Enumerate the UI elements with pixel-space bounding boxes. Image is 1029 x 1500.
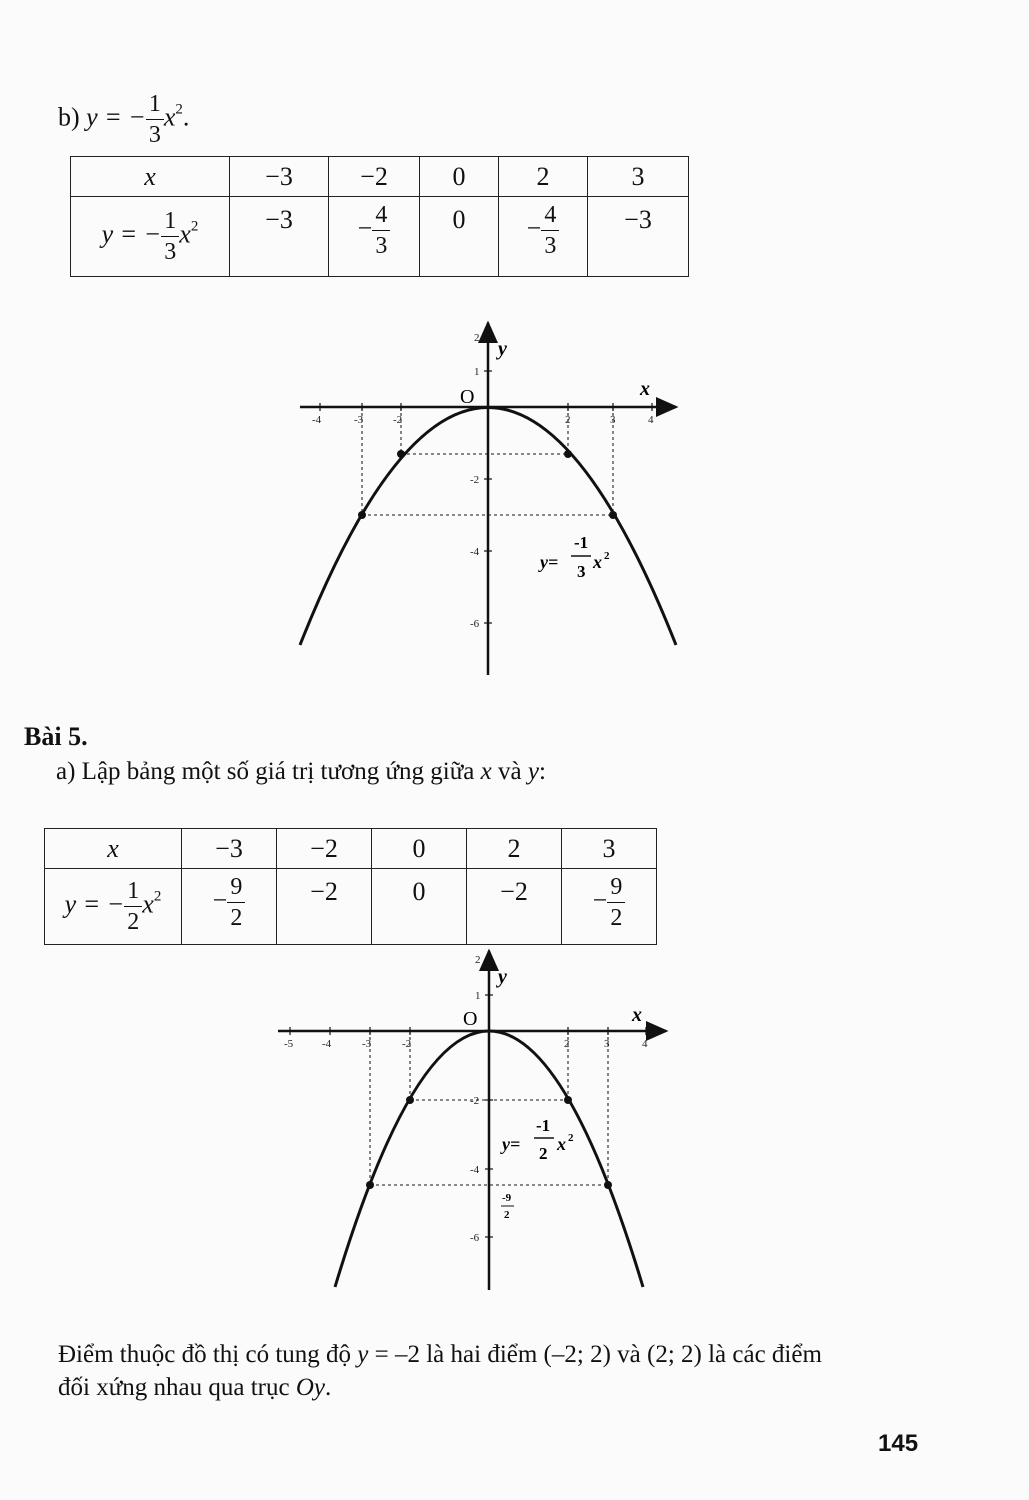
page-number: 145 (878, 1430, 919, 1457)
conclusion-line-1: Điểm thuộc đồ thị có tung độ y = –2 là hai điểm (–2; 2) và (2; 2) là các điểm (58, 1341, 822, 1368)
part-b-lhs: y = − (86, 102, 146, 132)
svg-text:2: 2 (539, 1144, 548, 1163)
table-b-y-row (71, 197, 689, 277)
table-b-x-cell: 0 (420, 157, 499, 197)
x-tick-label: 3 (604, 1038, 610, 1050)
svg-text:2: 2 (568, 1132, 574, 1144)
y-tick-label: -4 (470, 1164, 480, 1176)
origin-label: O (463, 1008, 478, 1030)
table-a-x-row (45, 829, 657, 869)
x-axis-label: x (632, 1004, 642, 1026)
x-tick-label: -4 (322, 1038, 332, 1050)
table-a-y-cell: −2 (467, 869, 562, 945)
x-tick-label: -5 (284, 1038, 294, 1050)
y-axis-label: y (498, 338, 507, 360)
svg-text:-1: -1 (574, 533, 589, 552)
parabola-graph-b (290, 315, 690, 680)
y-tick-label: -6 (470, 1232, 480, 1244)
y-tick-label: -2 (470, 1095, 480, 1107)
table-b-y-header: y = − $\frac{1}{3}$ $x^2$ (71, 197, 230, 277)
y-tick-label: 2 (474, 332, 480, 344)
table-a-y-cell: 0 (372, 869, 467, 945)
values-table-a (44, 828, 657, 945)
svg-text:2: 2 (604, 550, 610, 562)
table-b-x-cell: −3 (230, 157, 329, 197)
values-table-b (70, 156, 689, 277)
part-b-fraction: $\frac{1}{3}$ (146, 92, 164, 147)
x-tick-label: -3 (362, 1038, 372, 1050)
table-a-y-cell: − $\frac{9}{2}$ (562, 869, 657, 945)
origin-label: O (460, 386, 475, 408)
x-tick-label: 2 (565, 414, 571, 426)
table-b-y-cell: − $\frac{4}{3}$ (329, 197, 420, 277)
table-b-y-cell: −3 (230, 197, 329, 277)
conclusion-paragraph (58, 1338, 958, 1404)
conclusion-line-2: đối xứng nhau qua trục Oy. (58, 1374, 332, 1401)
y-tick-label: 1 (474, 366, 480, 378)
x-tick-label: 4 (648, 414, 654, 426)
y-fraction-tick-label (501, 1192, 514, 1221)
table-b-x-header: x (71, 157, 230, 197)
table-b-x-row (71, 157, 689, 197)
table-b-x-cell: 2 (499, 157, 588, 197)
table-b-x-cell: −2 (329, 157, 420, 197)
x-tick-label: -2 (393, 414, 403, 426)
table-a-x-cell: 3 (562, 829, 657, 869)
parabola-graph-a (270, 945, 680, 1300)
table-a-y-row (45, 869, 657, 945)
x-tick-label: -2 (402, 1038, 412, 1050)
table-b-y-cell: 0 (420, 197, 499, 277)
x-tick-label: -4 (312, 414, 322, 426)
table-a-y-header: y = − $\frac{1}{2}$ $x^2$ (45, 869, 182, 945)
x-tick-label: 2 (564, 1038, 570, 1050)
table-b-y-cell: − $\frac{4}{3}$ (499, 197, 588, 277)
table-a-x-cell: −2 (277, 829, 372, 869)
table-a-y-cell: − $\frac{9}{2}$ (182, 869, 277, 945)
part-b-formula: b) y = − $\frac{1}{3}$ $x^2$. (58, 91, 190, 148)
table-a-x-cell: −3 (182, 829, 277, 869)
part-a-instruction: a) Lập bảng một số giá trị tương ứng giữa x và y: (56, 758, 546, 785)
table-a-x-cell: 0 (372, 829, 467, 869)
svg-text:y=: y= (502, 1134, 521, 1154)
svg-text:-9: -9 (502, 1192, 512, 1204)
table-a-x-cell: 2 (467, 829, 562, 869)
table-a-y-cell: −2 (277, 869, 372, 945)
svg-text:x: x (557, 1134, 566, 1154)
svg-text:x: x (593, 552, 602, 572)
curve-label (538, 533, 610, 581)
part-b-label: b) (58, 102, 80, 132)
y-tick-label: -4 (470, 546, 480, 558)
svg-text:-1: -1 (536, 1116, 551, 1135)
table-b-x-cell: 3 (588, 157, 689, 197)
y-tick-label: 1 (475, 990, 481, 1002)
y-tick-label: -6 (470, 618, 480, 630)
x-tick-label: 3 (610, 414, 616, 426)
y-tick-label: -2 (470, 474, 480, 486)
x-tick-label: -3 (354, 414, 364, 426)
x-axis-label: x (640, 378, 650, 400)
exercise-heading: Bài 5. (24, 722, 88, 751)
svg-text:3: 3 (577, 562, 586, 581)
table-a-x-header: x (45, 829, 182, 869)
table-b-y-cell: −3 (588, 197, 689, 277)
y-tick-label: 2 (475, 954, 481, 966)
svg-text:2: 2 (504, 1209, 510, 1221)
svg-text:y=: y= (540, 552, 559, 572)
curve-label (500, 1116, 574, 1163)
x-tick-label: 4 (642, 1038, 648, 1050)
y-axis-label: y (498, 966, 507, 988)
